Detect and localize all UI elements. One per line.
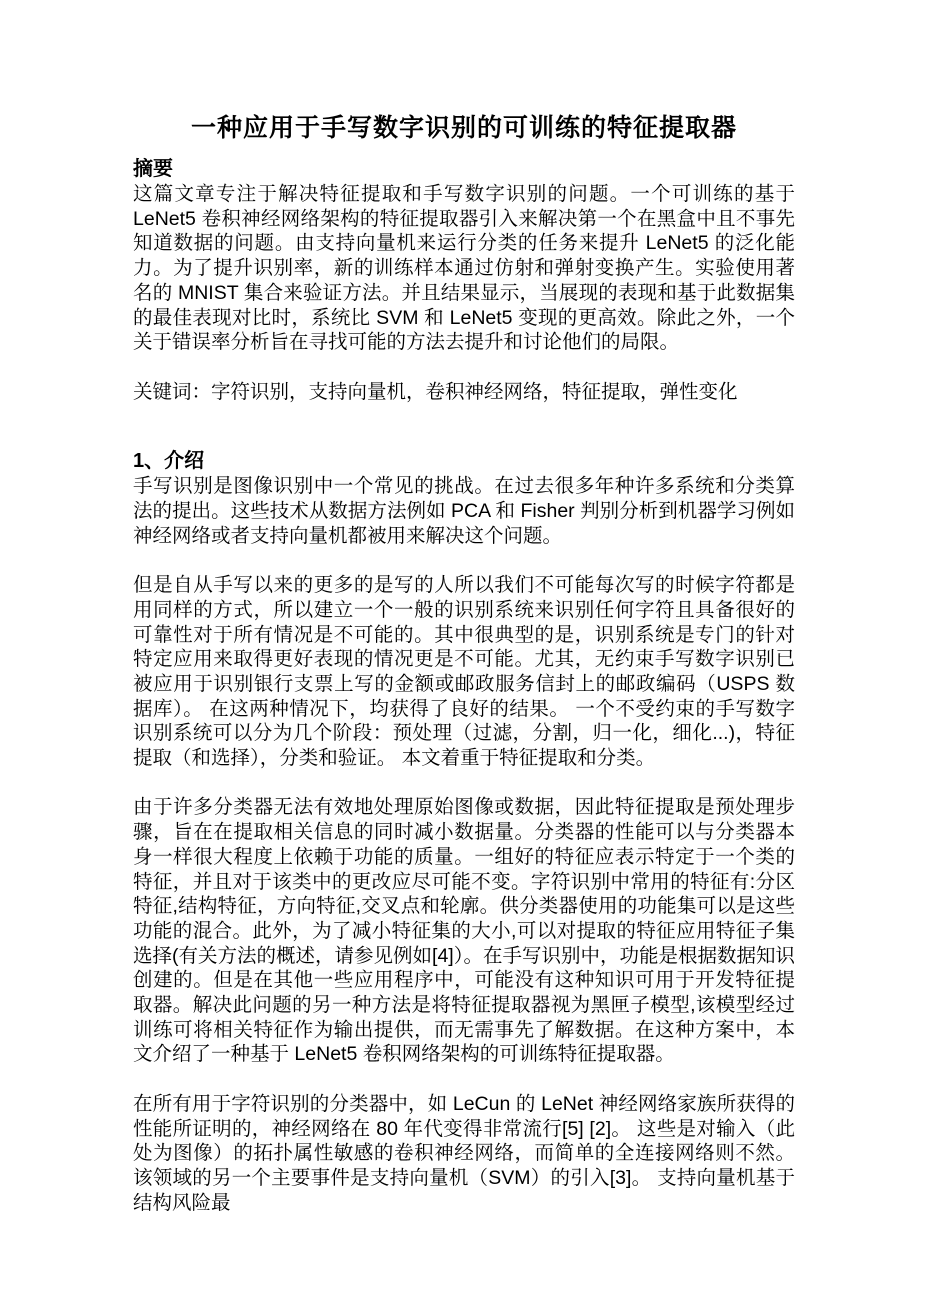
section-1-paragraph: 由于许多分类器无法有效地处理原始图像或数据，因此特征提取是预处理步骤，旨在在提取相关信息的同时减小数据量。分类器的性能可以与分类器本身一样很大程度上依赖于功能的质量。一组好的特征应表示特定于一个类的特征，并且对于该类中的更改应尽可能不变。字符识别中常用的特征有:分区特征,结构特征，方向特征,交叉点和轮廓。供分类器使用的功能集可以是这些功能的混合。此外，为了减小特征集的大小,可以对提取的特征应用特征子集选择(有关方法的概述，请参见例如[4]）。在手写识别中，功能是根据数据知识创建的。但是在其他一些应用程序中，可能没有这种知识可用于开发特征提取器。解决此问题的另一种方法是将特征提取器视为黑匣子模型,该模型经过训练可将相关特征作为输出提供，而无需事先了解数据。在这种方案中，本文介绍了一种基于 LeNet5 卷积网络架构的可训练特征提取器。 (133, 796, 795, 1066)
keywords-line: 关键词：字符识别，支持向量机，卷积神经网络，特征提取，弹性变化 (133, 380, 738, 403)
section-1-paragraph: 手写识别是图像识别中一个常见的挑战。在过去很多年种许多系统和分类算法的提出。这些技术从数据方法例如 PCA 和 Fisher 判别分析到机器学习例如神经网络或者支持向量机都被用来解决这个问题。 (133, 475, 795, 547)
abstract-heading: 摘要 (133, 158, 173, 180)
section-1-paragraph: 但是自从手写以来的更多的是写的人所以我们不可能每次写的时候字符都是用同样的方式，所以建立一个一般的识别系统来识别任何字符且具备很好的可靠性对于所有情况是不可能的。其中很典型的是，识别系统是专门的针对特定应用来取得更好表现的情况更是不可能。尤其，无约束手写数字识别已被应用于识别银行支票上写的金额或邮政服务信封上的邮政编码（USPS 数据库）。 在这两种情况下，均获得了良好的结果。 一个不受约束的手写数字识别系统可以分为几个阶段：预处理（过滤，分割，归一化，细化...)，特征提取（和选择），分类和验证。 本文着重于特征提取和分类。 (133, 574, 795, 770)
paper-title: 一种应用于手写数字识别的可训练的特征提取器 (190, 114, 737, 142)
section-1-paragraph: 在所有用于字符识别的分类器中，如 LeCun 的 LeNet 神经网络家族所获得的性能所证明的，神经网络在 80 年代变得非常流行[5] [2]。 这些是对输入（此处为图像）的拓扑属性敏感的卷积神经网络，而简单的全连接网络则不然。 该领域的另一个主要事件是支持向量机（SVM）的引入[3]。 支持向量机基于结构风险最 (133, 1092, 795, 1214)
section-1-heading: 1、介绍 (133, 450, 205, 473)
abstract-text: 这篇文章专注于解决特征提取和手写数字识别的问题。一个可训练的基于 LeNet5 卷积神经网络架构的特征提取器引入来解决第一个在黑盒中且不事先知道数据的问题。由支持向量机来运行分类的任务来提升 LeNet5 的泛化能力。为了提升识别率，新的训练样本通过仿射和弹射变换产生。实验使用著名的 MNIST 集合来验证方法。并且结果显示，当展现的表现和基于此数据集的最佳表现对比时，系统比 SVM 和 LeNet5 变现的更高效。除此之外，一个关于错误率分析旨在寻找可能的方法去提升和讨论他们的局限。 (133, 183, 795, 354)
